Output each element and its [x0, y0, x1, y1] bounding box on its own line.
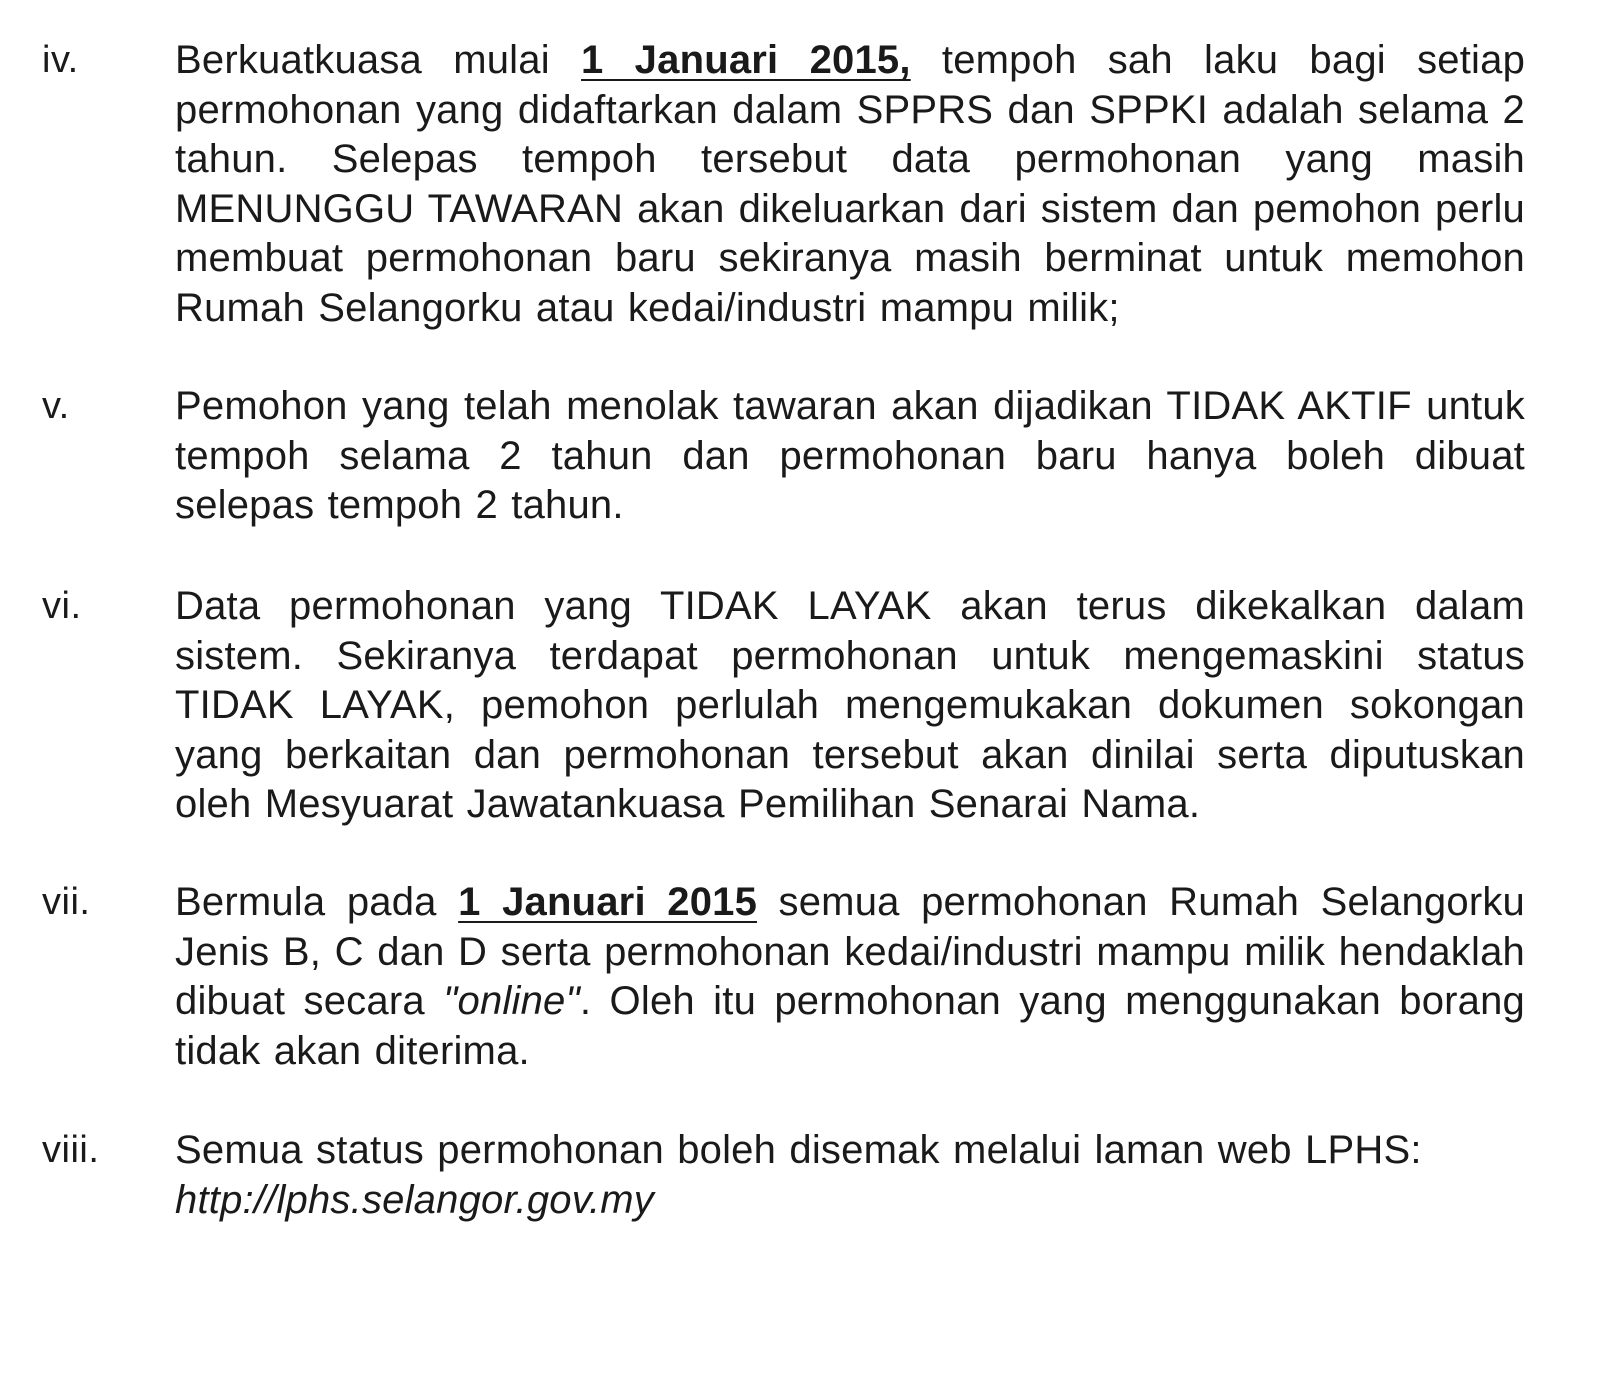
text-segment: tempoh sah laku bagi setiap permohonan yang didaftarkan dalam SPPRS dan SPPKI adalah selama 2 tahun. Selepas tempoh tersebut data permohonan yang masih MENUNGGU TAWARAN akan dikeluarkan dari sistem dan pemohon perlu membuat permohonan baru sekiranya masih berminat untuk memohon Rumah Selangorku atau kedai/industri mampu milik;	[175, 38, 1526, 330]
item-paragraph	[175, 1126, 1525, 1225]
item-paragraph	[175, 36, 1525, 333]
item-number: iv.	[42, 39, 79, 81]
text-segment: Bermula pada	[175, 880, 459, 924]
text-segment: . Oleh itu permohonan yang menggunakan borang tidak akan diterima.	[175, 979, 1525, 1073]
online-term: "online"	[443, 979, 580, 1023]
text-segment: semua permohonan Rumah Selangorku Jenis B, C dan D serta permohonan kedai/industri mampu milik hendaklah dibuat secara	[175, 880, 1525, 1023]
item-number: viii.	[42, 1129, 100, 1171]
effective-date: 1 Januari 2015	[458, 880, 758, 924]
item-paragraph	[175, 878, 1525, 1076]
item-paragraph: Data permohonan yang TIDAK LAYAK akan terus dikekalkan dalam sistem. Sekiranya terdapat permohonan untuk mengemaskini status TIDAK LAYAK, pemohon perlulah mengemukakan dokumen sokongan yang berkaitan dan permohonan tersebut akan dinilai serta diputuskan oleh Mesyuarat Jawatankuasa Pemilihan Senarai Nama.	[175, 584, 1525, 826]
text-segment: Semua status permohonan boleh disemak melalui laman web LPHS:	[175, 1128, 1422, 1172]
item-paragraph: Pemohon yang telah menolak tawaran akan dijadikan TIDAK AKTIF untuk tempoh selama 2 tahun dan permohonan baru hanya boleh dibuat selepas tempoh 2 tahun.	[175, 384, 1525, 527]
text-segment: Berkuatkuasa mulai	[175, 38, 582, 82]
item-number: v.	[42, 385, 70, 427]
lphs-website-link[interactable]: http://lphs.selangor.gov.my	[175, 1177, 654, 1222]
effective-date: 1 Januari 2015,	[581, 38, 911, 82]
item-number: vi.	[42, 585, 82, 627]
item-number: vii.	[42, 881, 91, 923]
